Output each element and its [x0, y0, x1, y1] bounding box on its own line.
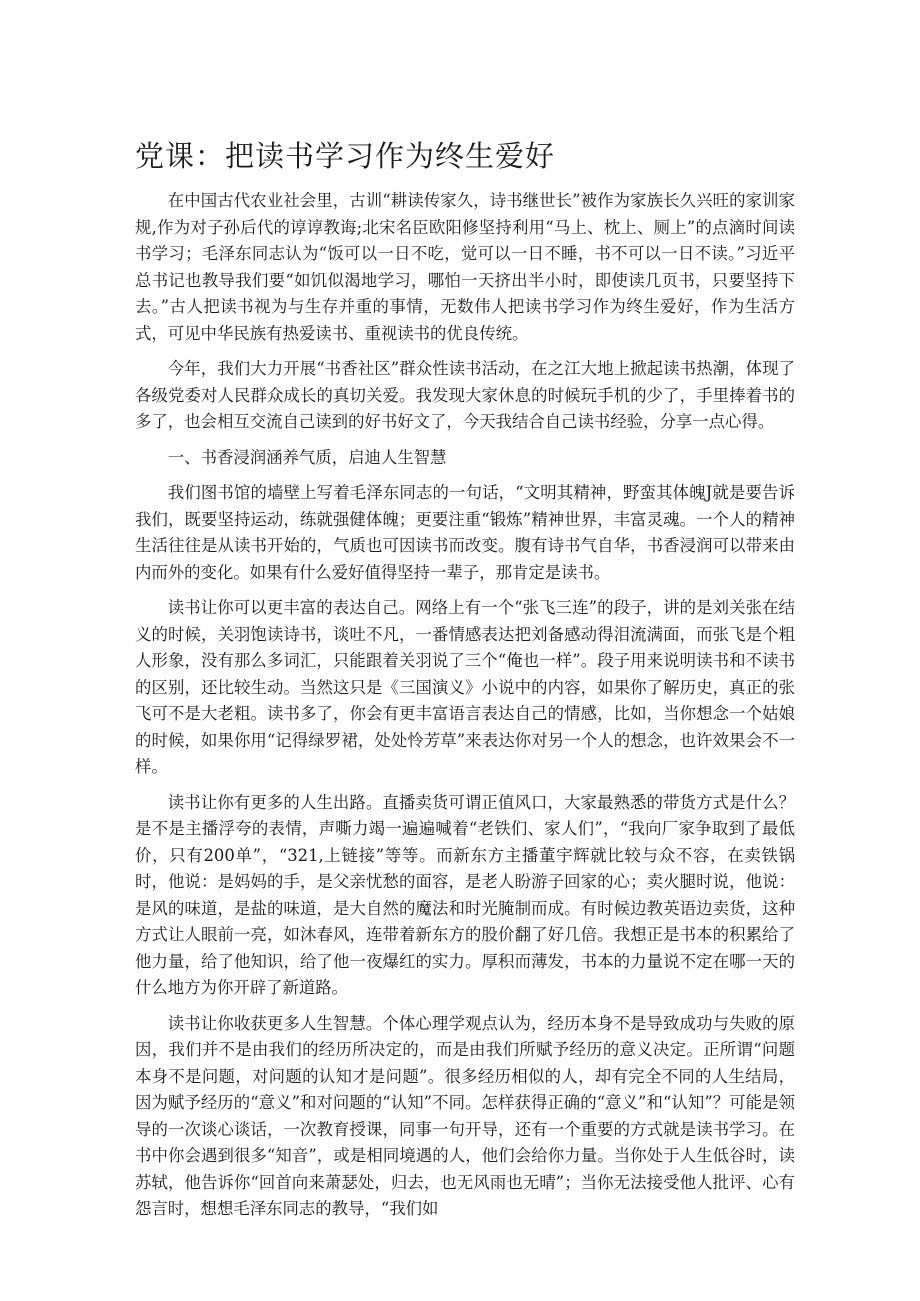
paragraph-activity: 今年，我们大力开展“书香社区”群众性读书活动，在之江大地上掀起读书热潮，体现了各级党委对人民群众成长的真切关爱。我发现大家休息的时候玩手机的少了，手里捧着书的多了，也会相互交流自己读到的好书好文了，今天我结合自己读书经验，分享一点心得。: [135, 359, 795, 431]
paragraph-wisdom: 读书让你收获更多人生智慧。个体心理学观点认为，经历本身不是导致成功与失败的原因，我们并不是由我们的经历所决定的，而是由我们所赋予经历的意义决定。正所谓“问题本身不是问题，对问题的认知才是问题”。很多经历相似的人，却有完全不同的人生结局，因为赋予经历的“意义”和对问题的“认知”不同。怎样获得正确的“意义”和“认知”？可能是领导的一次谈心谈话，一次教育授课，同事一句开导，还有一个重要的方式就是读书学习。在书中你会遇到很多“知音”，或是相同境遇的人，他们会给你力量。当你处于人生低谷时，读苏轼，他告诉你“回首向来萧瑟处，归去，也无风雨也无晴”；当你无法接受他人批评、心有怨言时，想想毛泽东同志的教导，“我们如: [135, 1013, 795, 1218]
paragraph-career: 读书让你有更多的人生出路。直播卖货可谓正值风口，大家最熟悉的带货方式是什么？是不是主播浮夸的表情，声嘶力竭一遍遍喊着“老铁们、家人们”，“我向厂家争取到了最低价，只有200单”，“321,上链接”等等。而新东方主播董宇辉就比较与众不容，在卖铁锅时，他说：是妈妈的手，是父亲忧愁的面容，是老人盼游子回家的心；卖火腿时说，他说：是风的味道，是盐的味道，是大自然的魔法和时光腌制而成。有时候边教英语边卖货，这种方式让人眼前一亮，如沐春风，连带着新东方的股价翻了好几倍。我想正是书本的积累给了他力量，给了他知识，给了他一夜爆红的实力。厚积而薄发，书本的力量说不定在哪一天的什么地方为你开辟了新道路。: [135, 792, 795, 997]
section-heading-1: 一、书香浸润涵养气质，启迪人生智慧: [167, 447, 447, 467]
paragraph-intro: 在中国古代农业社会里，古训“耕读传家久，诗书继世长”被作为家族长久兴旺的家训家规,作为对子孙后代的谆谆教诲;北宋名臣欧阳修坚持利用“马上、枕上、厕上”的点滴时间读书学习；毛泽东同志认为“饭可以一日不吃，觉可以一日不睡，书不可以一日不读。”习近平总书记也教导我们要“如饥似渴地学习，哪怕一天挤出半小时，即使读几页书，只要坚持下去。”古人把读书视为与生存并重的事情，无数伟人把读书学习作为终生爱好，作为生活方式，可见中华民族有热爱读书、重视读书的优良传统。: [135, 191, 795, 343]
paragraph-spirit: 我们图书馆的墙壁上写着毛泽东同志的一句话，“文明其精神，野蛮其体魄J就是要告诉我们，既要坚持运动，练就强健体魄；更要注重“锻炼”精神世界，丰富灵魂。一个人的精神生活往往是从读书开始的，气质也可因读书而改变。腹有诗书气自华，书香浸润可以带来由内而外的变化。如果有什么爱好值得坚持一辈子，那肯定是读书。: [135, 483, 795, 582]
document-title: 党课：把读书学习作为终生爱好: [135, 139, 556, 173]
paragraph-expression: 读书让你可以更丰富的表达自己。网络上有一个“张飞三连”的段子，讲的是刘关张在结义的时候，关羽饱读诗书，谈吐不凡，一番情感表达把刘备感动得泪流满面，而张飞是个粗人形象，没有那么多词汇，只能跟着关羽说了三个“俺也一样”。段子用来说明读书和不读书的区别，还比较生动。当然这只是《三国演义》小说中的内容，如果你了解历史，真正的张飞可不是大老粗。读书多了，你会有更丰富语言表达自己的情感，比如，当你想念一个姑娘的时候，如果你用“记得绿罗裙，处处怜芳草”来表达你对另一个人的想念，也许效果会不一样。: [135, 598, 795, 776]
document-body: [135, 188, 795, 1232]
